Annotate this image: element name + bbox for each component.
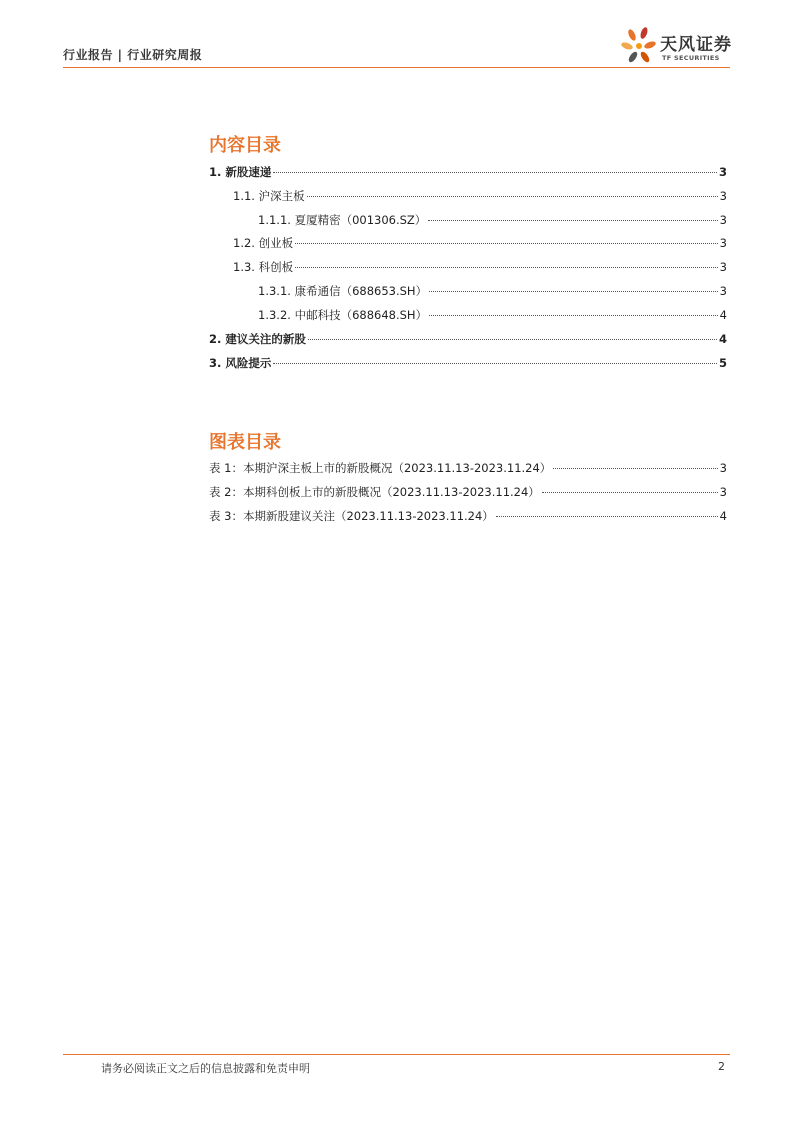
- toc-entry-page: 3: [719, 189, 727, 203]
- toc-entry-page: 3: [718, 165, 727, 179]
- figure-entry-page: 4: [719, 509, 727, 523]
- figure-entry[interactable]: [209, 484, 727, 500]
- toc-entry-page: 4: [718, 332, 727, 346]
- dot-leader: [307, 196, 718, 197]
- toc-entry-label: 3. 风险提示: [209, 356, 272, 370]
- dot-leader: [273, 363, 717, 364]
- figure-entry[interactable]: [209, 460, 727, 476]
- toc-entry[interactable]: [258, 283, 727, 299]
- toc-entry-label: 1.2. 创业板: [233, 236, 294, 250]
- toc-entry-page: 3: [719, 260, 727, 274]
- toc-entry-label: 1. 新股速递: [209, 165, 272, 179]
- contents-heading: 内容目录: [209, 135, 281, 156]
- report-type-title: 行业报告 | 行业研究周报: [63, 48, 203, 62]
- logo-wordmark: 天风证券: [660, 35, 732, 55]
- toc-entry-page: 3: [719, 236, 727, 250]
- dot-leader: [428, 220, 717, 221]
- toc-entry-page: 4: [719, 308, 727, 322]
- tf-securities-logo: [620, 26, 735, 68]
- logo-subtitle: TF SECURITIES: [662, 54, 720, 62]
- footer-divider: [63, 1054, 730, 1055]
- dot-leader: [295, 243, 718, 244]
- page-number: 2: [718, 1060, 725, 1073]
- toc-entry-label: 1.3.1. 康希通信（688653.SH）: [258, 284, 428, 298]
- toc-entry-page: 5: [718, 356, 727, 370]
- header-divider: [63, 67, 730, 68]
- toc-entry[interactable]: [233, 259, 727, 275]
- toc-entry[interactable]: [209, 355, 727, 371]
- toc-entry[interactable]: [233, 188, 727, 204]
- toc-entry[interactable]: [258, 212, 727, 228]
- toc-entry-page: 3: [719, 213, 727, 227]
- figure-entry-label: 表 2：本期科创板上市的新股概况（2023.11.13-2023.11.24）: [209, 485, 540, 499]
- figures-heading: 图表目录: [209, 432, 281, 453]
- dot-leader: [273, 172, 717, 173]
- dot-leader: [308, 339, 717, 340]
- dot-leader: [553, 468, 717, 469]
- toc-entry-page: 3: [719, 284, 727, 298]
- toc-entry[interactable]: [233, 235, 727, 251]
- dot-leader: [496, 516, 718, 517]
- figure-entry-label: 表 1：本期沪深主板上市的新股概况（2023.11.13-2023.11.24）: [209, 461, 552, 475]
- toc-entry-label: 1.3.2. 中邮科技（688648.SH）: [258, 308, 428, 322]
- figure-entry-page: 3: [719, 485, 727, 499]
- dot-leader: [429, 315, 718, 316]
- toc-entry-label: 1.1.1. 夏厦精密（001306.SZ）: [258, 213, 427, 227]
- figure-entry-label: 表 3：本期新股建议关注（2023.11.13-2023.11.24）: [209, 509, 494, 523]
- toc-entry-label: 1.1. 沪深主板: [233, 189, 305, 203]
- figure-entry-page: 3: [719, 461, 727, 475]
- footer-disclaimer: 请务必阅读正文之后的信息披露和免责申明: [101, 1062, 310, 1075]
- petal-logo-icon: [620, 26, 660, 68]
- toc-entry-label: 1.3. 科创板: [233, 260, 294, 274]
- figure-entry[interactable]: [209, 508, 727, 524]
- dot-leader: [429, 291, 718, 292]
- toc-entry[interactable]: [209, 164, 727, 180]
- toc-entry[interactable]: [258, 307, 727, 323]
- toc-entry-label: 2. 建议关注的新股: [209, 332, 306, 346]
- toc-entry[interactable]: [209, 331, 727, 347]
- dot-leader: [295, 267, 718, 268]
- dot-leader: [542, 492, 718, 493]
